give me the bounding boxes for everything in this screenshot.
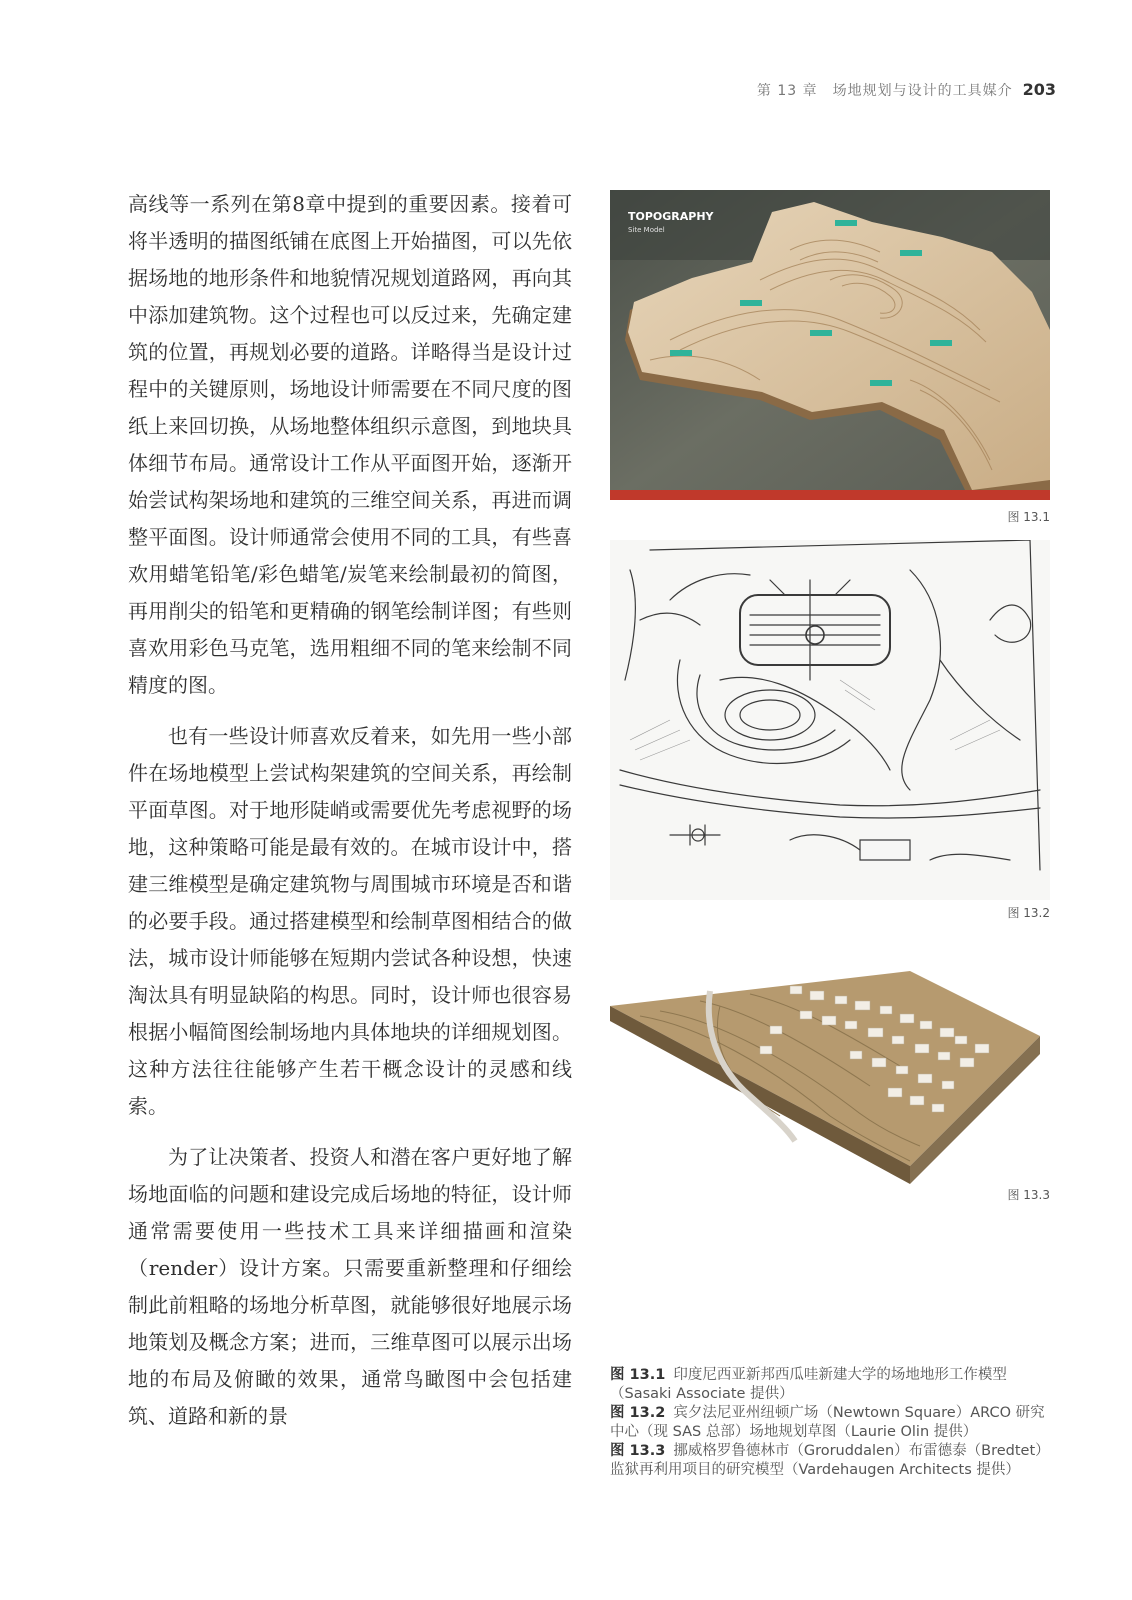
figure-label-13-3: 图 13.3 [1007,1188,1050,1202]
figure-13-3 [610,966,1050,1186]
caption-label: 图 13.2 [610,1405,666,1421]
running-header [757,80,1056,100]
figure-subtitle: Site Model [628,226,665,234]
caption-13-3 [610,1442,1055,1480]
sketch-site-plan-image [610,540,1050,900]
figure-13-2 [610,540,1050,900]
topography-model-image [610,190,1050,500]
caption-13-2 [610,1404,1055,1442]
caption-label: 图 13.3 [610,1443,666,1459]
paragraph-3: 为了让决策者、投资人和潜在客户更好地了解场地面临的问题和建设完成后场地的特征，设计师通常需要使用一些技术工具来详细描画和渲染（render）设计方案。只需要重新整理和仔细绘制此前粗略的场地分析草图，就能够很好地展示场地策划及概念方案；进而，三维草图可以展示出场地的布局及俯瞰的效果，通常鸟瞰图中会包括建筑、道路和新的景 [128,1145,572,1428]
figure-13-1 [610,190,1050,500]
page-number: 203 [1022,80,1056,99]
body-text [128,186,572,1449]
chapter-title: 第 13 章 场地规划与设计的工具媒介 [756,83,1013,99]
paragraph-1: 高线等一系列在第8章中提到的重要因素。接着可将半透明的描图纸铺在底图上开始描图，可以先依据场地的地形条件和地貌情况规划道路网，再向其中添加建筑物。这个过程也可以反过来，先确定建筑的位置，再规划必要的道路。详略得当是设计过程中的关键原则，场地设计师需要在不同尺度的图纸上来回切换，从场地整体组织示意图，到地块具体细节布局。通常设计工作从平面图开始，逐渐开始尝试构架场地和建筑的三维空间关系，再进而调整平面图。设计师通常会使用不同的工具，有些喜欢用蜡笔铅笔/彩色蜡笔/炭笔来绘制最初的简图，再用削尖的铅笔和更精确的钢笔绘制详图；有些则喜欢用彩色马克笔，选用粗细不同的笔来绘制不同精度的图。 [128,192,572,697]
caption-label: 图 13.1 [610,1367,666,1383]
caption-text: 挪威格罗鲁德林市（Groruddalen）布雷德泰（Bredtet）监狱再利用项目的研究模型（Vardehaugen Architects 提供） [610,1443,1050,1478]
caption-text: 印度尼西亚新邦西瓜哇新建大学的场地地形工作模型（Sasaki Associate 提供） [610,1367,1007,1402]
figure-label-13-2: 图 13.2 [1007,906,1050,920]
caption-13-1 [610,1366,1055,1404]
paragraph-2: 也有一些设计师喜欢反着来，如先用一些小部件在场地模型上尝试构架建筑的空间关系，再绘制平面草图。对于地形陡峭或需要优先考虑视野的场地，这种策略可能是最有效的。在城市设计中，搭建三维模型是确定建筑物与周围城市环境是否和谐的必要手段。通过搭建模型和绘制草图相结合的做法，城市设计师能够在短期内尝试各种设想，快速淘汰具有明显缺陷的构思。同时，设计师也很容易根据小幅简图绘制场地内具体地块的详细规划图。这种方法往往能够产生若干概念设计的灵感和线索。 [128,724,572,1118]
figure-label-13-1: 图 13.1 [1007,510,1050,524]
figure-captions [610,1366,1055,1480]
figure-title: TOPOGRAPHY [628,210,714,223]
caption-text: 宾夕法尼亚州纽顿广场（Newtown Square）ARCO 研究中心（现 SAS 总部）场地规划草图（Laurie Olin 提供） [610,1405,1045,1440]
urban-model-image [610,966,1050,1186]
